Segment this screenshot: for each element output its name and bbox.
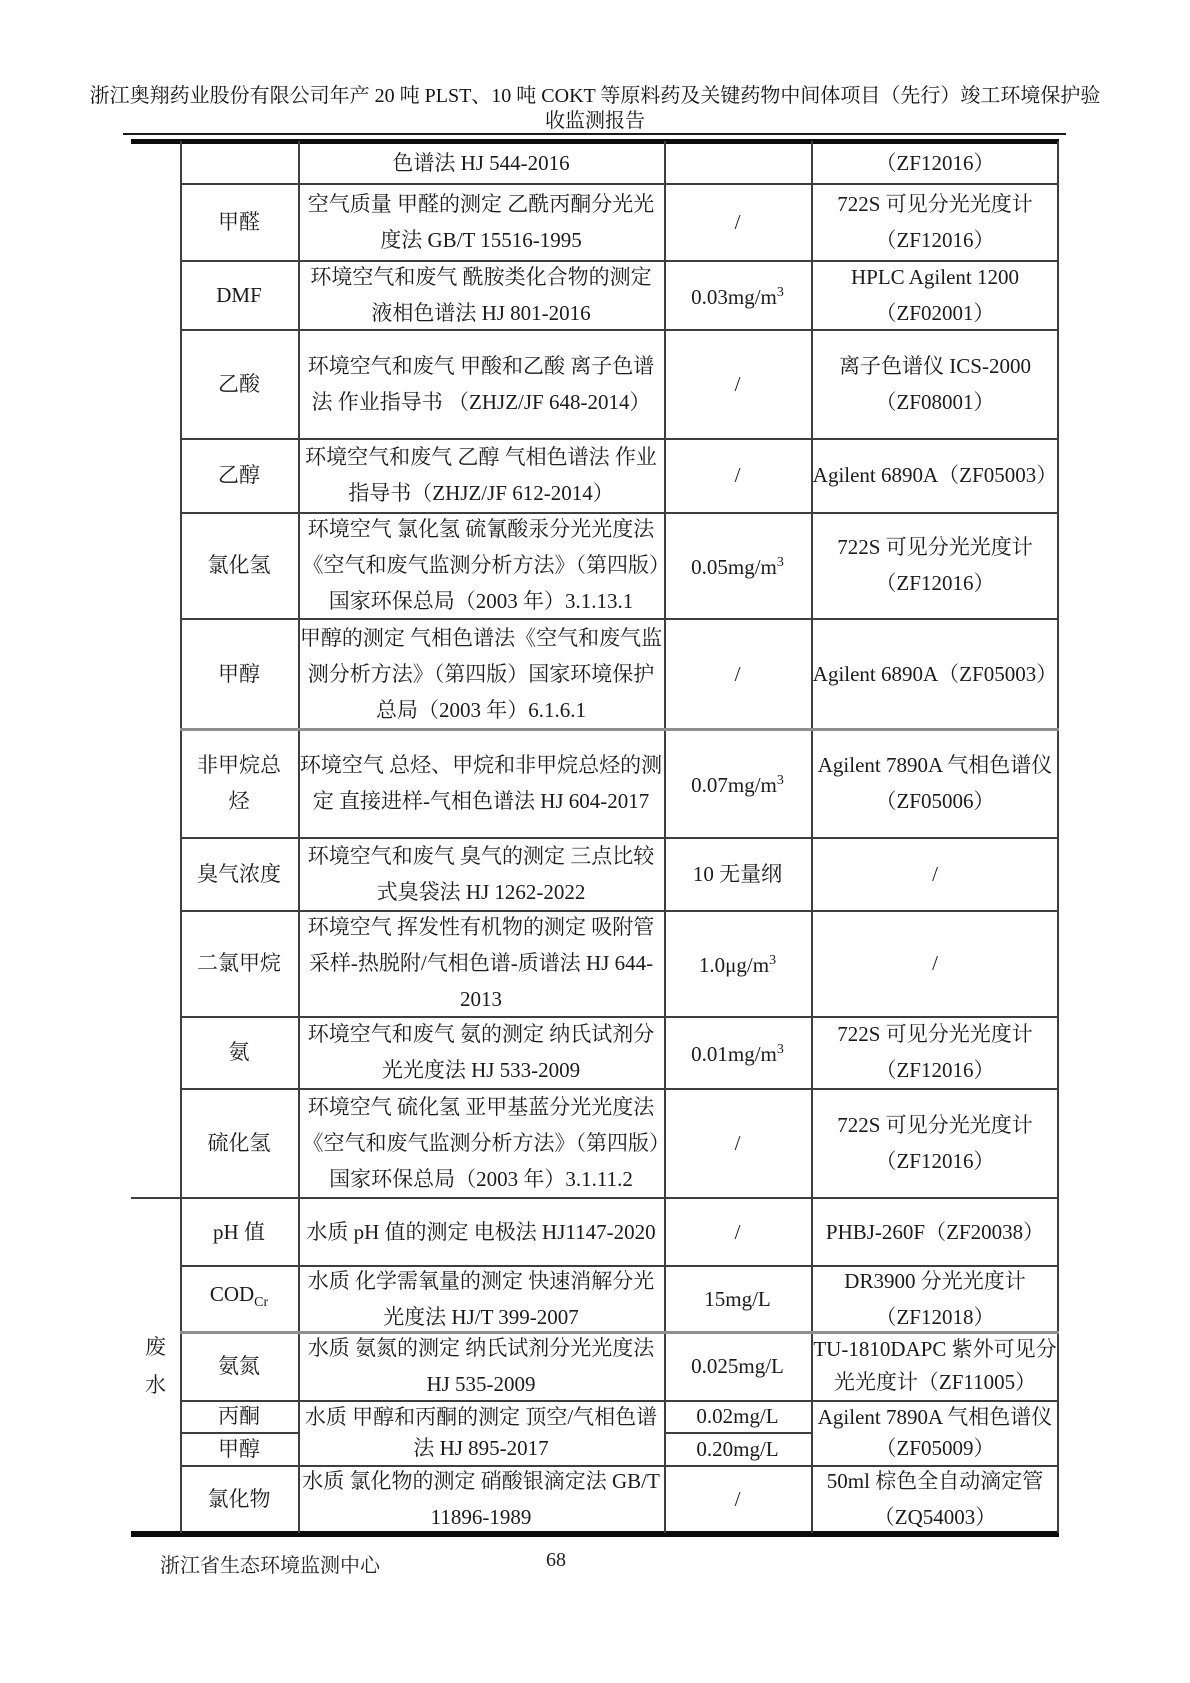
limit-cell xyxy=(664,1400,811,1432)
limit-cell xyxy=(664,1016,811,1088)
limit-cell-text: $0.03mg/m^3$ xyxy=(691,284,784,309)
method-cell-text: 环境空气 总烃、甲烷和非甲烷总烃的测定 直接进样-气相色谱法 HJ 604-2017 xyxy=(299,753,663,813)
instrument-cell xyxy=(811,438,1059,512)
limit-cell-text: $1.0\mu g/m^3$ xyxy=(698,953,777,977)
param-cell xyxy=(180,329,298,438)
page-header-title xyxy=(0,84,1190,134)
table-row-divider xyxy=(180,1465,1059,1467)
instrument-cell-text: 50ml 棕色全自动滴定管（ZQ54003） xyxy=(826,1469,1044,1529)
instrument-cell-text: 722S 可见分光光度计（ZF12016） xyxy=(837,1022,1033,1082)
instrument-cell xyxy=(811,837,1059,910)
limit-cell xyxy=(664,183,811,260)
instrument-cell xyxy=(811,1465,1059,1533)
limit-cell xyxy=(664,143,811,183)
method-cell xyxy=(298,260,664,329)
method-cell-text: 环境空气和废气 乙醇 气相色谱法 作业指导书（ZHJZ/JF 612-2014） xyxy=(305,445,657,505)
limit-cell-text: / xyxy=(734,1219,741,1244)
page-number: 68 xyxy=(546,1549,566,1571)
method-cell-text: 水质 化学需氧量的测定 快速消解分光光度法 HJ/T 399-2007 xyxy=(307,1268,655,1329)
limit-cell xyxy=(664,910,811,1016)
method-cell xyxy=(298,1016,664,1088)
method-cell xyxy=(298,910,664,1016)
instrument-cell xyxy=(811,1265,1059,1332)
table-row-divider xyxy=(180,183,1059,185)
param-cell xyxy=(180,512,298,618)
param-cell-text: 硫化氢 xyxy=(207,1131,271,1155)
param-cell xyxy=(180,438,298,512)
limit-cell xyxy=(664,260,811,329)
instrument-cell xyxy=(811,618,1059,729)
page-header-line1: 浙江奥翔药业股份有限公司年产 20 吨 PLST、10 吨 COKT 等原料药及关键药物中间体项目（先行）竣工环境保护验 xyxy=(89,85,1101,107)
param-cell-text: 丙酮 xyxy=(218,1404,260,1428)
instrument-cell xyxy=(811,183,1059,260)
instrument-cell-text: TU-1810DAPC 紫外可见分光光度计（ZF11005） xyxy=(813,1337,1057,1394)
instrument-cell xyxy=(811,910,1059,1016)
method-cell-text: 甲醇的测定 气相色谱法《空气和废气监测分析方法》（第四版）国家环境保护总局（2003 年）6.1.6.1 xyxy=(299,625,663,722)
method-cell xyxy=(298,438,664,512)
param-cell-text: 氯化氢 xyxy=(207,553,271,577)
limit-cell-text: 0.20mg/L xyxy=(696,1436,779,1461)
limit-cell xyxy=(664,1265,811,1332)
instrument-cell-text: Agilent 6890A（ZF05003） xyxy=(812,661,1058,686)
param-cell xyxy=(180,1265,298,1332)
method-cell xyxy=(298,1265,664,1332)
limit-cell-text: 10 无量纲 xyxy=(692,861,783,886)
limit-cell-text: / xyxy=(734,209,741,234)
table-row-divider-heavy xyxy=(180,728,1059,731)
method-cell-text: 水质 氯化物的测定 硝酸银滴定法 GB/T 11896-1989 xyxy=(302,1469,660,1529)
table-row-divider xyxy=(180,1432,298,1434)
method-cell-text: 环境空气 挥发性有机物的测定 吸附管采样-热脱附/气相色谱-质谱法 HJ 644-2013 xyxy=(307,915,655,1011)
method-cell-text: 色谱法 HJ 544-2016 xyxy=(392,151,570,175)
method-cell-text: 环境空气和废气 甲酸和乙酸 离子色谱法 作业指导书 （ZHJZ/JF 648-2014） xyxy=(307,353,655,414)
param-cell xyxy=(180,1332,298,1400)
param-cell-text: pH 值 xyxy=(213,1219,265,1244)
method-cell-text: 环境空气 硫化氢 亚甲基蓝分光光度法《空气和废气监测分析方法》（第四版）国家环保总局（2003 年）3.1.11.2 xyxy=(302,1095,660,1191)
param-cell xyxy=(180,1400,298,1432)
param-cell xyxy=(180,729,298,837)
limit-cell-text: / xyxy=(734,661,741,686)
limit-cell xyxy=(664,438,811,512)
instrument-cell xyxy=(811,143,1059,183)
method-cell-text: 环境空气和废气 臭气的测定 三点比较式臭袋法 HJ 1262-2022 xyxy=(307,843,655,904)
instrument-cell-text: / xyxy=(932,861,938,886)
param-cell-text: 乙酸 xyxy=(218,371,260,396)
method-cell-text: 水质 氨氮的测定 纳氏试剂分光光度法 HJ 535-2009 xyxy=(307,1336,655,1396)
instrument-cell-text: HPLC Agilent 1200（ZF02001） xyxy=(850,264,1019,325)
param-cell xyxy=(180,143,298,183)
category-cell-wastewater-text: 废水 xyxy=(145,1334,166,1397)
instrument-cell xyxy=(811,1088,1059,1198)
table-row-divider xyxy=(180,618,1059,620)
table-top-border xyxy=(131,139,1059,144)
instrument-cell-text: / xyxy=(932,951,938,975)
limit-cell xyxy=(664,1198,811,1265)
limit-cell xyxy=(664,1088,811,1198)
param-cell-text: 氨 xyxy=(228,1040,250,1064)
param-cell xyxy=(180,910,298,1016)
param-cell-text: 甲醇 xyxy=(218,1436,260,1461)
param-cell-text: 臭气浓度 xyxy=(197,861,281,886)
param-cell xyxy=(180,183,298,260)
limit-cell-text: 0.02mg/L xyxy=(696,1404,779,1428)
table-row-divider xyxy=(664,1432,811,1434)
instrument-cell xyxy=(811,1198,1059,1265)
header-rule xyxy=(123,133,1066,135)
instrument-cell-text: PHBJ-260F（ZF20038） xyxy=(825,1219,1045,1244)
limit-cell xyxy=(664,729,811,837)
table-section-divider xyxy=(131,1197,1059,1199)
table-row-divider xyxy=(180,438,1059,440)
limit-cell-text: $0.01mg/m^3$ xyxy=(691,1042,784,1066)
method-cell xyxy=(298,512,664,618)
instrument-cell xyxy=(811,1332,1059,1400)
method-cell xyxy=(298,729,664,837)
method-cell xyxy=(298,143,664,183)
table-row-divider xyxy=(180,1088,1059,1090)
param-cell xyxy=(180,837,298,910)
method-cell-text: 环境空气 氯化氢 硫氰酸汞分光光度法《空气和废气监测分析方法》（第四版）国家环保总局（2003 年）3.1.13.1 xyxy=(302,517,660,613)
param-cell-text: 甲醛 xyxy=(218,209,260,234)
param-cell-text: 氨氮 xyxy=(218,1354,260,1378)
instrument-cell xyxy=(811,729,1059,837)
method-cell xyxy=(298,837,664,910)
param-cell-text: DMF xyxy=(216,282,262,307)
param-cell-text: Cr xyxy=(254,1295,269,1311)
method-cell xyxy=(298,329,664,438)
instrument-cell xyxy=(811,260,1059,329)
param-cell-text: COD xyxy=(209,1281,255,1306)
param-cell-text: 氯化物 xyxy=(207,1487,271,1511)
limit-cell-text: 0.025mg/L xyxy=(691,1354,784,1378)
table-row-divider xyxy=(180,329,1059,331)
limit-cell xyxy=(664,1465,811,1533)
limit-cell-text: / xyxy=(734,1487,741,1511)
instrument-cell-text: DR3900 分光光度计（ZF12018） xyxy=(844,1268,1026,1329)
method-cell-text: 空气质量 甲醛的测定 乙酰丙酮分光光度法 GB/T 15516-1995 xyxy=(307,191,655,252)
param-cell-text: 甲醇 xyxy=(218,661,260,686)
instrument-cell-text: 722S 可见分光光度计（ZF12016） xyxy=(837,1113,1033,1173)
method-cell-text: 环境空气和废气 氨的测定 纳氏试剂分光光度法 HJ 533-2009 xyxy=(307,1022,655,1082)
category-cell-wastewater xyxy=(131,1198,180,1533)
limit-cell xyxy=(664,1332,811,1400)
instrument-cell-text: Agilent 6890A（ZF05003） xyxy=(812,463,1058,487)
instrument-cell-text: Agilent 7890A 气相色谱仪（ZF05006） xyxy=(817,753,1053,813)
method-cell xyxy=(298,1332,664,1400)
param-cell xyxy=(180,1465,298,1533)
param-cell-text: 非甲烷总烃 xyxy=(197,753,281,813)
param-cell xyxy=(180,1198,298,1265)
method-cell xyxy=(298,1465,664,1533)
limit-cell-text: / xyxy=(734,463,741,487)
instrument-cell-text: 722S 可见分光光度计（ZF12016） xyxy=(837,191,1033,252)
method-cell xyxy=(298,1088,664,1198)
instrument-cell xyxy=(811,512,1059,618)
instrument-cell xyxy=(811,329,1059,438)
param-cell xyxy=(180,1432,298,1465)
limit-cell xyxy=(664,512,811,618)
param-cell-text: 乙醇 xyxy=(218,463,260,487)
method-cell-text: 水质 甲醇和丙酮的测定 顶空/气相色谱法 HJ 895-2017 xyxy=(304,1404,658,1460)
instrument-cell-text: 离子色谱仪 ICS-2000（ZF08001） xyxy=(839,353,1031,414)
limit-cell xyxy=(664,1432,811,1465)
table-row-divider xyxy=(180,1400,1059,1402)
table-row-divider xyxy=(180,910,1059,912)
limit-cell-text: $0.05mg/m^3$ xyxy=(691,555,784,579)
method-cell-text: 水质 pH 值的测定 电极法 HJ1147-2020 xyxy=(306,1219,656,1244)
instrument-cell xyxy=(811,1400,1059,1465)
method-cell-text: 环境空气和废气 酰胺类化合物的测定 液相色谱法 HJ 801-2016 xyxy=(310,264,652,325)
table-row-divider xyxy=(180,260,1059,262)
param-cell xyxy=(180,1016,298,1088)
table-bottom-border xyxy=(131,1531,1059,1537)
instrument-cell-text: Agilent 7890A 气相色谱仪（ZF05009） xyxy=(817,1404,1053,1460)
instrument-cell xyxy=(811,1016,1059,1088)
param-cell xyxy=(180,260,298,329)
param-cell xyxy=(180,1088,298,1198)
limit-cell-text: / xyxy=(734,1131,741,1155)
instrument-cell-text: （ZF12016） xyxy=(875,151,995,175)
method-cell xyxy=(298,183,664,260)
method-cell xyxy=(298,1198,664,1265)
table-row-divider-heavy xyxy=(180,1331,1059,1334)
limit-cell-text: 15mg/L xyxy=(704,1286,771,1311)
table-row-divider xyxy=(180,1016,1059,1018)
limit-cell xyxy=(664,618,811,729)
table-row-divider xyxy=(180,837,1059,839)
method-cell xyxy=(298,1400,664,1465)
instrument-cell-text: 722S 可见分光光度计（ZF12016） xyxy=(837,535,1033,595)
footer-org: 浙江省生态环境监测中心 xyxy=(160,1555,380,1577)
limit-cell xyxy=(664,329,811,438)
limit-cell-text: $0.07mg/m^3$ xyxy=(691,773,784,797)
method-cell xyxy=(298,618,664,729)
table-row-divider xyxy=(180,512,1059,514)
limit-cell xyxy=(664,837,811,910)
page-header-line2: 收监测报告 xyxy=(545,110,645,132)
table-row-divider xyxy=(180,1265,1059,1267)
limit-cell-text: / xyxy=(734,371,741,396)
param-cell-text: 二氯甲烷 xyxy=(197,951,281,975)
param-cell xyxy=(180,618,298,729)
